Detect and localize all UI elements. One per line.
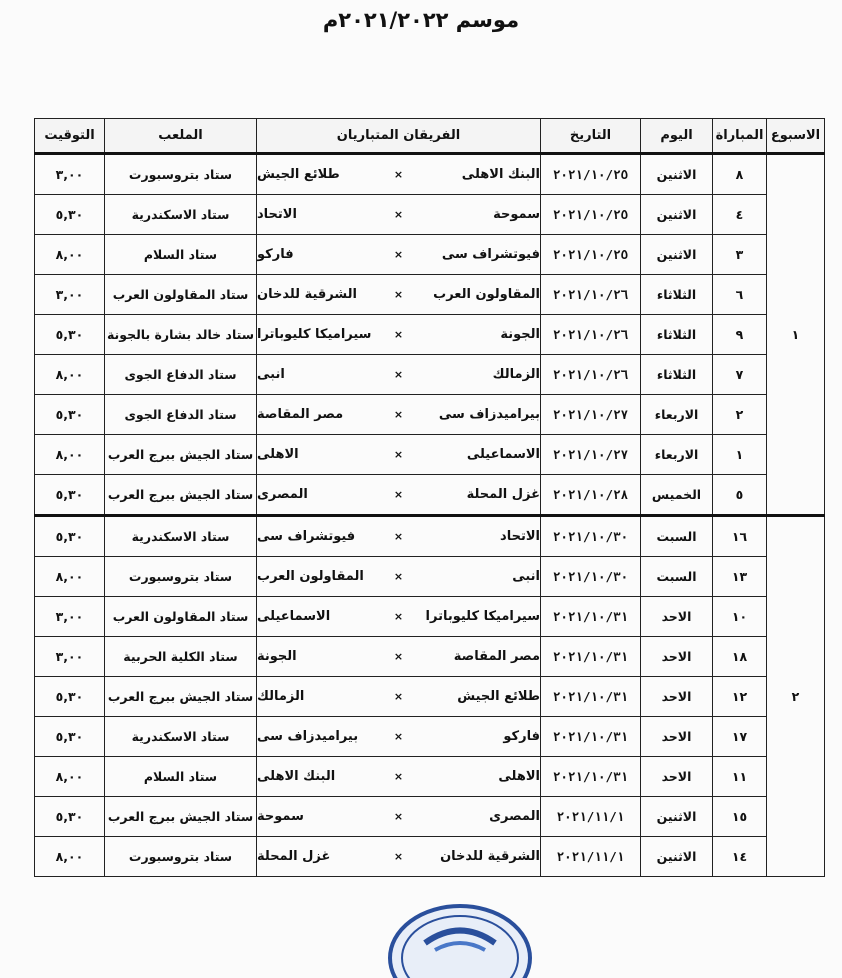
versus-symbol: × <box>393 570 404 583</box>
match-stadium: ستاد الاسكندرية <box>105 195 257 235</box>
away-team: انبى <box>257 367 285 382</box>
match-stadium: ستاد الاسكندرية <box>105 516 257 557</box>
match-row <box>35 275 825 315</box>
match-stadium: ستاد الجيش ببرج العرب <box>105 677 257 717</box>
match-teams <box>257 315 541 355</box>
match-number: ٣ <box>713 235 767 275</box>
home-team: فيوتشراف سى <box>441 247 540 262</box>
match-date: ٢٠٢١/١٠/٢٥ <box>541 195 641 235</box>
match-row <box>35 435 825 475</box>
versus-symbol: × <box>393 850 404 863</box>
match-day: الاثنين <box>641 837 713 877</box>
week-number: ١ <box>767 154 825 516</box>
header-match: المباراة <box>713 119 767 154</box>
match-row <box>35 837 825 877</box>
match-row <box>35 677 825 717</box>
home-team: الاهلى <box>498 769 540 784</box>
match-time: ٨,٠٠ <box>35 235 105 275</box>
away-team: البنك الاهلى <box>257 769 336 784</box>
header-date: التاريخ <box>541 119 641 154</box>
match-time: ٥,٣٠ <box>35 797 105 837</box>
match-teams <box>257 355 541 395</box>
match-date: ٢٠٢١/١٠/٣١ <box>541 677 641 717</box>
match-date: ٢٠٢١/١٠/٣٠ <box>541 557 641 597</box>
schedule-table <box>34 118 825 877</box>
match-date: ٢٠٢١/١٠/٢٦ <box>541 315 641 355</box>
header-stadium: الملعب <box>105 119 257 154</box>
match-time: ٣,٠٠ <box>35 275 105 315</box>
match-time: ٣,٠٠ <box>35 637 105 677</box>
match-date: ٢٠٢١/١٠/٢٧ <box>541 395 641 435</box>
match-day: الثلاثاء <box>641 355 713 395</box>
match-number: ٧ <box>713 355 767 395</box>
match-number: ٨ <box>713 154 767 195</box>
match-teams <box>257 275 541 315</box>
home-team: بيراميدزاف سى <box>438 407 540 422</box>
match-row <box>35 757 825 797</box>
match-date: ٢٠٢١/١٠/٣١ <box>541 597 641 637</box>
versus-symbol: × <box>393 530 404 543</box>
home-team: الاسماعيلى <box>466 447 540 462</box>
match-number: ١٣ <box>713 557 767 597</box>
versus-symbol: × <box>393 488 404 501</box>
match-teams <box>257 395 541 435</box>
match-stadium: ستاد السلام <box>105 757 257 797</box>
home-team: الاتحاد <box>500 529 540 544</box>
match-teams <box>257 195 541 235</box>
match-time: ٥,٣٠ <box>35 717 105 757</box>
match-time: ٥,٣٠ <box>35 395 105 435</box>
match-day: الاثنين <box>641 797 713 837</box>
match-stadium: ستاد المقاولون العرب <box>105 597 257 637</box>
match-day: الثلاثاء <box>641 275 713 315</box>
match-time: ٥,٣٠ <box>35 315 105 355</box>
home-team: سيراميكا كليوباترا <box>425 609 540 624</box>
versus-symbol: × <box>393 368 404 381</box>
match-stadium: ستاد بتروسبورت <box>105 557 257 597</box>
match-stadium: ستاد بتروسبورت <box>105 837 257 877</box>
match-teams <box>257 516 541 557</box>
match-date: ٢٠٢١/١٠/٢٥ <box>541 154 641 195</box>
match-row <box>35 597 825 637</box>
match-number: ٩ <box>713 315 767 355</box>
match-stadium: ستاد بتروسبورت <box>105 154 257 195</box>
match-time: ٣,٠٠ <box>35 597 105 637</box>
away-team: مصر المقاصة <box>257 407 344 422</box>
match-number: ٤ <box>713 195 767 235</box>
versus-symbol: × <box>393 448 404 461</box>
match-day: الاربعاء <box>641 395 713 435</box>
league-logo-partial <box>385 898 535 978</box>
match-time: ٥,٣٠ <box>35 516 105 557</box>
match-date: ٢٠٢١/١٠/٢٧ <box>541 435 641 475</box>
home-team: المقاولون العرب <box>433 287 540 302</box>
match-teams <box>257 235 541 275</box>
match-teams <box>257 717 541 757</box>
match-day: الاثنين <box>641 195 713 235</box>
match-time: ٨,٠٠ <box>35 557 105 597</box>
match-date: ٢٠٢١/١٠/٣١ <box>541 637 641 677</box>
match-teams <box>257 557 541 597</box>
match-stadium: ستاد الجيش ببرج العرب <box>105 797 257 837</box>
match-number: ١٤ <box>713 837 767 877</box>
versus-symbol: × <box>393 730 404 743</box>
header-time: التوقيت <box>35 119 105 154</box>
away-team: سموحة <box>257 809 304 824</box>
away-team: فاركو <box>257 247 294 262</box>
match-row <box>35 315 825 355</box>
home-team: طلائع الجيش <box>457 689 540 704</box>
away-team: الاتحاد <box>257 207 297 222</box>
match-number: ١٨ <box>713 637 767 677</box>
match-number: ١٠ <box>713 597 767 637</box>
match-date: ٢٠٢١/١١/١ <box>541 797 641 837</box>
match-stadium: ستاد الجيش ببرج العرب <box>105 435 257 475</box>
header-row <box>35 119 825 154</box>
match-stadium: ستاد الجيش ببرج العرب <box>105 475 257 516</box>
match-day: الخميس <box>641 475 713 516</box>
header-teams: الفريقان المتباريان <box>257 119 541 154</box>
match-date: ٢٠٢١/١٠/٢٨ <box>541 475 641 516</box>
match-date: ٢٠٢١/١٠/٣١ <box>541 757 641 797</box>
match-day: الاحد <box>641 677 713 717</box>
versus-symbol: × <box>393 650 404 663</box>
home-team: الزمالك <box>492 367 540 382</box>
match-row <box>35 235 825 275</box>
header-day: اليوم <box>641 119 713 154</box>
match-row <box>35 717 825 757</box>
versus-symbol: × <box>393 690 404 703</box>
away-team: سيراميكا كليوباترا <box>257 327 372 342</box>
match-teams <box>257 435 541 475</box>
match-date: ٢٠٢١/١٠/٣١ <box>541 717 641 757</box>
versus-symbol: × <box>393 208 404 221</box>
match-date: ٢٠٢١/١٠/٣٠ <box>541 516 641 557</box>
away-team: الشرقية للدخان <box>257 287 357 302</box>
home-team: مصر المقاصة <box>453 649 540 664</box>
versus-symbol: × <box>393 610 404 623</box>
match-teams <box>257 154 541 195</box>
match-time: ٥,٣٠ <box>35 195 105 235</box>
versus-symbol: × <box>393 770 404 783</box>
versus-symbol: × <box>393 288 404 301</box>
home-team: الجونة <box>500 327 540 342</box>
match-day: السبت <box>641 557 713 597</box>
home-team: فاركو <box>503 729 540 744</box>
match-teams <box>257 637 541 677</box>
header-week: الاسبوع <box>767 119 825 154</box>
match-number: ٦ <box>713 275 767 315</box>
match-time: ٣,٠٠ <box>35 154 105 195</box>
away-team: الجونة <box>257 649 297 664</box>
match-time: ٨,٠٠ <box>35 757 105 797</box>
versus-symbol: × <box>393 328 404 341</box>
match-day: الاثنين <box>641 154 713 195</box>
match-number: ١ <box>713 435 767 475</box>
match-day: الاحد <box>641 757 713 797</box>
match-stadium: ستاد الدفاع الجوى <box>105 355 257 395</box>
match-time: ٨,٠٠ <box>35 355 105 395</box>
match-stadium: ستاد الكلية الحربية <box>105 637 257 677</box>
match-date: ٢٠٢١/١٠/٢٦ <box>541 275 641 315</box>
home-team: الشرقية للدخان <box>440 849 540 864</box>
match-row <box>35 637 825 677</box>
versus-symbol: × <box>393 810 404 823</box>
schedule-body <box>35 154 825 877</box>
match-teams <box>257 797 541 837</box>
match-row <box>35 395 825 435</box>
match-day: الاربعاء <box>641 435 713 475</box>
match-teams <box>257 837 541 877</box>
match-day: السبت <box>641 516 713 557</box>
away-team: غزل المحلة <box>257 849 331 864</box>
versus-symbol: × <box>393 168 404 181</box>
match-row <box>35 516 825 557</box>
away-team: طلائع الجيش <box>257 167 340 182</box>
match-time: ٨,٠٠ <box>35 435 105 475</box>
match-day: الاحد <box>641 597 713 637</box>
home-team: البنك الاهلى <box>461 167 540 182</box>
match-number: ١٢ <box>713 677 767 717</box>
match-teams <box>257 677 541 717</box>
match-number: ٥ <box>713 475 767 516</box>
week-number: ٢ <box>767 516 825 877</box>
away-team: الاسماعيلى <box>257 609 331 624</box>
match-time: ٨,٠٠ <box>35 837 105 877</box>
home-team: المصرى <box>489 809 540 824</box>
match-row <box>35 797 825 837</box>
match-row <box>35 475 825 516</box>
match-row <box>35 154 825 195</box>
versus-symbol: × <box>393 248 404 261</box>
match-number: ٢ <box>713 395 767 435</box>
match-date: ٢٠٢١/١١/١ <box>541 837 641 877</box>
match-stadium: ستاد المقاولون العرب <box>105 275 257 315</box>
match-number: ١٧ <box>713 717 767 757</box>
away-team: الاهلى <box>257 447 299 462</box>
away-team: فيوتشراف سى <box>257 529 356 544</box>
match-row <box>35 557 825 597</box>
match-date: ٢٠٢١/١٠/٢٦ <box>541 355 641 395</box>
match-stadium: ستاد خالد بشارة بالجونة <box>105 315 257 355</box>
away-team: بيراميدزاف سى <box>257 729 359 744</box>
versus-symbol: × <box>393 408 404 421</box>
match-teams <box>257 597 541 637</box>
match-number: ١٦ <box>713 516 767 557</box>
match-row <box>35 355 825 395</box>
away-team: الزمالك <box>257 689 305 704</box>
match-number: ١١ <box>713 757 767 797</box>
match-time: ٥,٣٠ <box>35 677 105 717</box>
match-teams <box>257 475 541 516</box>
match-day: الاحد <box>641 717 713 757</box>
match-teams <box>257 757 541 797</box>
match-day: الثلاثاء <box>641 315 713 355</box>
document-title: موسم ٢٠٢١/٢٠٢٢م <box>322 8 520 32</box>
home-team: غزل المحلة <box>466 487 540 502</box>
match-time: ٥,٣٠ <box>35 475 105 516</box>
match-row <box>35 195 825 235</box>
home-team: انبى <box>512 569 540 584</box>
match-day: الاحد <box>641 637 713 677</box>
match-day: الاثنين <box>641 235 713 275</box>
home-team: سموحة <box>493 207 540 222</box>
match-stadium: ستاد السلام <box>105 235 257 275</box>
away-team: المقاولون العرب <box>257 569 364 584</box>
match-date: ٢٠٢١/١٠/٢٥ <box>541 235 641 275</box>
match-number: ١٥ <box>713 797 767 837</box>
away-team: المصرى <box>257 487 308 502</box>
match-stadium: ستاد الاسكندرية <box>105 717 257 757</box>
match-stadium: ستاد الدفاع الجوى <box>105 395 257 435</box>
